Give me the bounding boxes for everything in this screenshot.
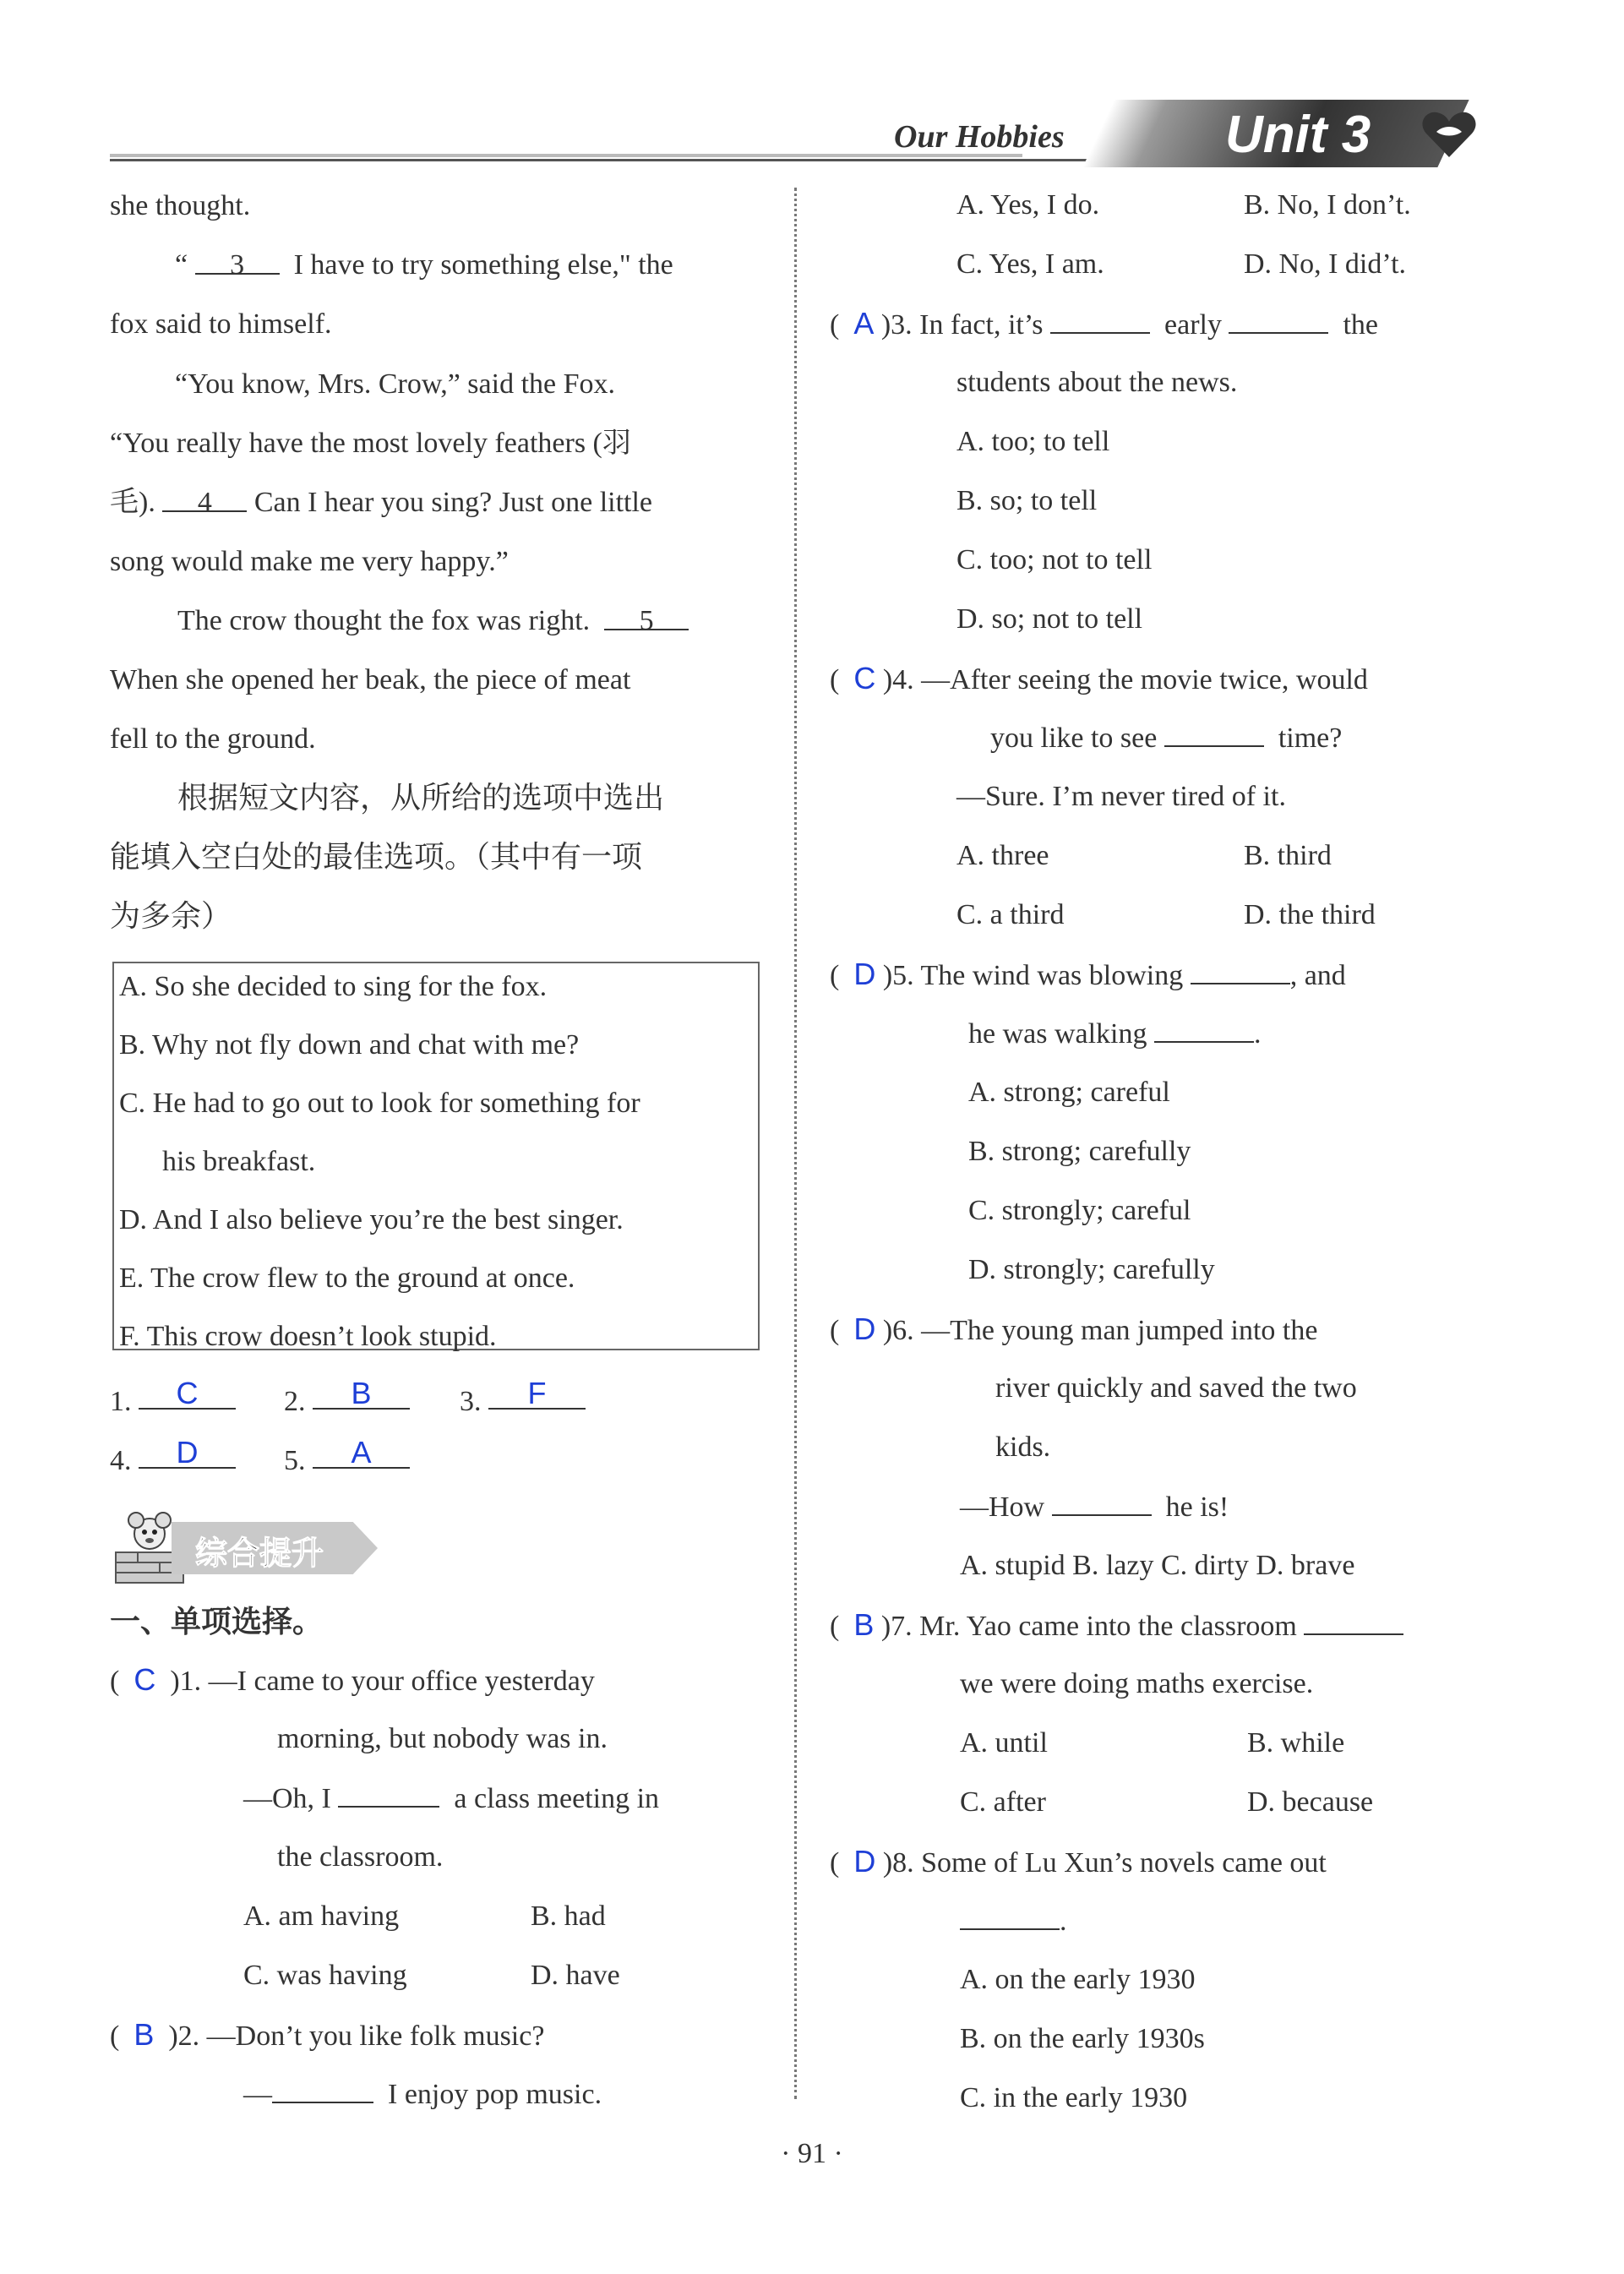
story-line: she thought.: [110, 190, 251, 221]
option-a: A. So she decided to sing for the fox.: [119, 971, 548, 1002]
answer-1: 1. C: [110, 1379, 236, 1423]
header-rule: [110, 159, 1158, 161]
q1-option-c: C. was having: [243, 1960, 407, 1991]
blank-4: 4: [162, 482, 247, 512]
question-1-line: the classroom.: [277, 1841, 444, 1873]
answer-q7: B: [853, 1607, 875, 1642]
question-4: ( C )4. —After seeing the movie twice, would: [830, 661, 1368, 695]
story-line-blank-5: The crow thought the fox was right. 5: [177, 600, 689, 642]
question-5: ( D )5. The wind was blowing , and: [830, 953, 1346, 997]
unit-label: Unit 3: [1225, 106, 1371, 164]
question-7: ( B )7. Mr. Yao came into the classroom: [830, 1604, 1403, 1648]
option-f: F. This crow doesn’t look stupid.: [119, 1321, 497, 1352]
q5-option-d: D. strongly; carefully: [968, 1254, 1215, 1285]
q8-option-a: A. on the early 1930: [960, 1964, 1196, 1995]
header: [0, 0, 1624, 169]
header-title: Our Hobbies: [894, 119, 1065, 155]
q3-option-b: B. so; to tell: [956, 485, 1098, 516]
q5-option-c: C. strongly; careful: [968, 1195, 1191, 1226]
option-e: E. The crow flew to the ground at once.: [119, 1262, 575, 1294]
question-3-line: students about the news.: [956, 367, 1238, 398]
q8-option-c: C. in the early 1930: [960, 2082, 1188, 2113]
header-rule-gray: [110, 154, 1022, 157]
q2-option-b: B. No, I don’t.: [1244, 189, 1411, 221]
q4-option-b: B. third: [1244, 840, 1332, 871]
question-2-line: — I enjoy pop music.: [243, 2073, 602, 2116]
q2-option-c: C. Yes, I am.: [956, 248, 1104, 280]
answer-q3: A: [853, 306, 875, 341]
q3-option-d: D. so; not to tell: [956, 603, 1143, 635]
q3-option-a: A. too; to tell: [956, 426, 1110, 457]
q7-option-c: C. after: [960, 1786, 1046, 1818]
q7-option-a: A. until: [960, 1727, 1048, 1759]
story-line-blank-3: “ 3 I have to try something else," the: [175, 244, 673, 286]
question-1-line: —Oh, I a class meeting in: [243, 1777, 659, 1820]
answer-3: 3. F: [460, 1379, 586, 1423]
q1-option-b: B. had: [531, 1900, 606, 1932]
question-2: ( B )2. —Don’t you like folk music?: [110, 2017, 545, 2052]
answer-5: 5. A: [284, 1438, 410, 1482]
answer-q4: C: [853, 661, 876, 695]
question-5-line: he was walking .: [968, 1012, 1262, 1055]
q1-option-a: A. am having: [243, 1900, 400, 1932]
question-6-line: river quickly and saved the two: [995, 1372, 1357, 1404]
story-line: fell to the ground.: [110, 723, 316, 755]
q4-option-d: D. the third: [1244, 899, 1376, 930]
story-line: fox said to himself.: [110, 308, 332, 340]
q5-option-b: B. strong; carefully: [968, 1136, 1191, 1167]
answer-q1: C: [134, 1662, 156, 1697]
answer-q6: D: [853, 1312, 876, 1346]
question-6: ( D )6. —The young man jumped into the: [830, 1312, 1318, 1346]
answer-q8: D: [853, 1844, 876, 1879]
section-heading: 一、单项选择。: [110, 1605, 324, 1639]
story-line: When she opened her beak, the piece of meat: [110, 664, 631, 695]
page-number: · 91 ·: [781, 2138, 843, 2169]
answer-q2: B: [134, 2017, 155, 2052]
q6-options: A. stupid B. lazy C. dirty D. brave: [960, 1550, 1355, 1581]
question-1: ( C )1. —I came to your office yesterday: [110, 1662, 595, 1697]
story-line: song would make me very happy.”: [110, 546, 509, 577]
answer-4: 4. D: [110, 1438, 236, 1482]
q3-option-c: C. too; not to tell: [956, 544, 1153, 575]
q7-option-b: B. while: [1247, 1727, 1345, 1759]
instruction-line: 能填入空白处的最佳选项。（其中有一项: [110, 840, 643, 875]
option-c-cont: his breakfast.: [162, 1146, 316, 1177]
q2-option-a: A. Yes, I do.: [956, 189, 1100, 221]
q2-option-d: D. No, I did’t.: [1244, 248, 1407, 280]
question-8-line: .: [960, 1900, 1067, 1943]
instruction-line: 为多余）: [110, 899, 232, 934]
question-6-line: —How he is!: [960, 1486, 1229, 1529]
question-6-line: kids.: [995, 1431, 1051, 1463]
q7-option-d: D. because: [1247, 1786, 1374, 1818]
story-line: “You really have the most lovely feathers (羽: [110, 428, 631, 459]
question-1-line: morning, but nobody was in.: [277, 1723, 608, 1754]
question-8: ( D )8. Some of Lu Xun’s novels came out: [830, 1844, 1327, 1879]
question-7-line: we were doing maths exercise.: [960, 1668, 1314, 1699]
q5-option-a: A. strong; careful: [968, 1077, 1170, 1108]
instruction-line: 根据短文内容，从所给的选项中选出: [177, 781, 665, 815]
option-d: D. And I also believe you’re the best singer.: [119, 1204, 624, 1235]
question-4-line: —Sure. I’m never tired of it.: [956, 781, 1286, 812]
q4-option-a: A. three: [956, 840, 1049, 871]
q8-option-b: B. on the early 1930s: [960, 2023, 1205, 2054]
section-banner-label: 综合提升: [195, 1535, 324, 1572]
column-divider: [794, 188, 797, 2099]
question-4-line: you like to see time?: [990, 717, 1342, 760]
q1-option-d: D. have: [531, 1960, 620, 1991]
option-b: B. Why not fly down and chat with me?: [119, 1029, 580, 1061]
section-banner: [112, 1508, 391, 1586]
blank-3: 3: [195, 244, 280, 275]
question-3: ( A )3. In fact, it’s early the: [830, 303, 1378, 346]
option-c: C. He had to go out to look for something for: [119, 1088, 640, 1119]
story-line-blank-4: 毛). 4 Can I hear you sing? Just one little: [110, 482, 652, 524]
blank-5: 5: [604, 600, 689, 630]
q4-option-c: C. a third: [956, 899, 1065, 930]
story-line: “You know, Mrs. Crow,” said the Fox.: [175, 368, 616, 400]
answer-q5: D: [853, 957, 876, 991]
answer-2: 2. B: [284, 1379, 410, 1423]
heart-logo-icon: [1420, 106, 1479, 161]
